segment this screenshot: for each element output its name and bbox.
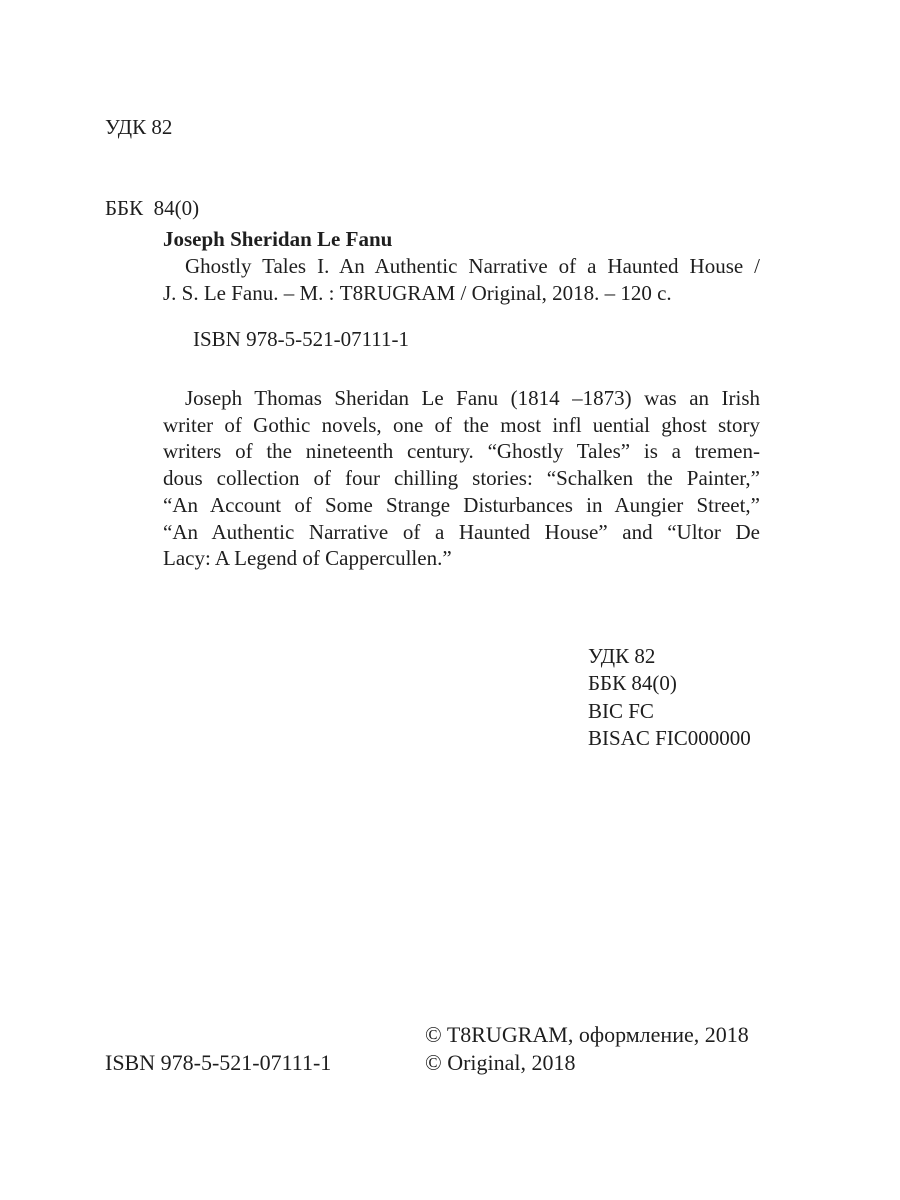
copyright-design-line: © T8RUGRAM, оформление, 2018 <box>425 1022 749 1047</box>
isbn-number-top: ISBN 978-5-521-07111-1 <box>193 327 410 351</box>
bibliographic-line-1: Ghostly Tales I. An Authentic Narrative of a Haunted House / <box>185 254 760 278</box>
bic-code: BIC FC <box>588 698 654 723</box>
annotation-line: “An Account of Some Strange Disturbances in Aungier Street,” <box>163 492 760 517</box>
classification-codes-block <box>588 643 751 752</box>
annotation-line: Joseph Thomas Sheridan Le Fanu (1814 –1873) was an Irish <box>185 386 760 410</box>
annotation-line: writers of the nineteenth century. “Ghostly Tales” is a tremen- <box>163 439 760 464</box>
catalog-card <box>163 226 760 307</box>
copyright-original-line: © Original, 2018 <box>425 1049 576 1075</box>
udk-code-top: УДК 82 <box>105 115 173 139</box>
bbk-code-top: ББК 84(0) <box>105 196 200 220</box>
isbn-number-bottom: ISBN 978-5-521-07111-1 <box>105 1050 332 1075</box>
copyright-block <box>425 1021 749 1076</box>
annotation-line: writer of Gothic novels, one of the most infl uential ghost story <box>163 412 760 437</box>
annotation-line: “An Authentic Narrative of a Haunted House” and “Ultor De <box>163 519 760 544</box>
annotation-line: dous collection of four chilling stories: “Schalken the Painter,” <box>163 466 760 491</box>
bisac-code: BISAC FIC000000 <box>588 725 751 750</box>
bbk-code: ББК 84(0) <box>588 671 677 696</box>
annotation-line: Lacy: A Legend of Cappercullen.” <box>163 546 452 571</box>
udk-code: УДК 82 <box>588 644 656 668</box>
author-name: Joseph Sheridan Le Fanu <box>163 227 393 251</box>
bibliographic-line-2: J. S. Le Fanu. – М. : T8RUGRAM / Original, 2018. – 120 с. <box>163 281 672 305</box>
annotation-paragraph <box>163 385 760 572</box>
